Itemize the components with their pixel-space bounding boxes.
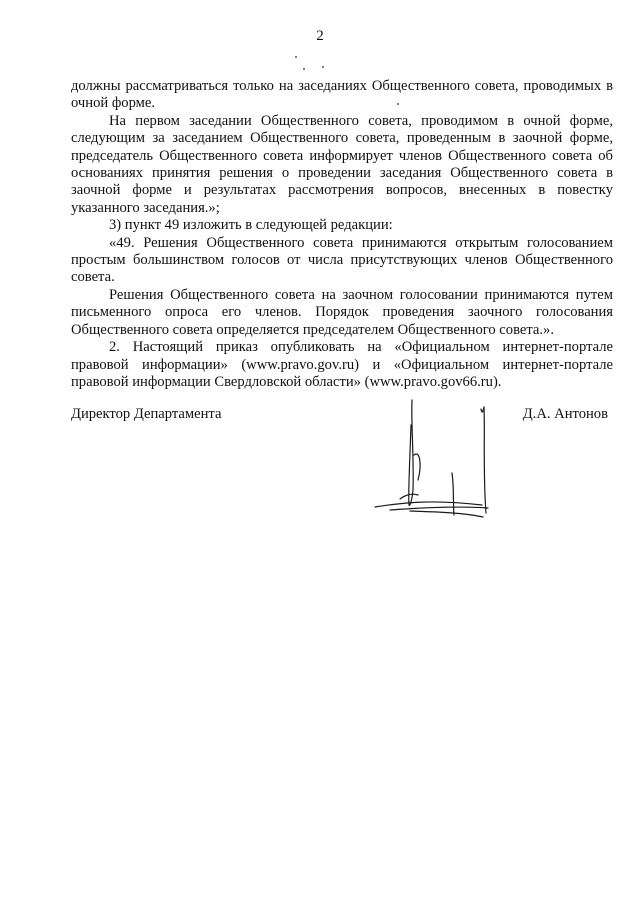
signatory-role: Директор Департамента: [71, 406, 222, 422]
paragraph-clause-49: «49. Решения Общественного совета принимаются открытым голосованием простым большинством голосов от числа присутствующих членов Общественного совета.: [71, 234, 613, 286]
scan-speck: [303, 68, 305, 70]
scan-speck: [295, 56, 297, 58]
document-body: [71, 78, 613, 391]
scan-speck: [322, 66, 324, 68]
paragraph-publication: 2. Настоящий приказ опубликовать на «Официальном интернет-портале правовой информации» (www.pravo.gov.ru) и «Официальном интернет-портале правовой информации Свердловской области» (www.pravo.gov66.ru).: [71, 339, 613, 390]
paragraph-continuation: должны рассматриваться только на заседаниях Общественного совета, проводимых в очной форме.: [71, 78, 613, 112]
paragraph-absentee-voting: Решения Общественного совета на заочном голосовании принимаются путем письменного опроса его членов. Порядок проведения заочного голосования Общественного совета определяется председателем Общественного совета.».: [71, 286, 613, 338]
handwritten-signature: [370, 395, 500, 525]
paragraph-first-meeting: На первом заседании Общественного совета, проводимом в очной форме, следующим за заседанием Общественного совета, проведенным в заочной форме, председатель Общественного совета информирует членов Общественного совета об основаниях принятия решения о проведении заседания Общественного совета в заочной форме и результатах рассмотрения вопросов, внесенных в повестку указанного заседания.»;: [71, 112, 613, 216]
page-number: 2: [316, 28, 324, 44]
signatory-name: Д.А. Антонов: [522, 406, 608, 422]
scan-speck: [397, 103, 399, 105]
paragraph-item-3: 3) пункт 49 изложить в следующей редакции:: [109, 217, 393, 234]
